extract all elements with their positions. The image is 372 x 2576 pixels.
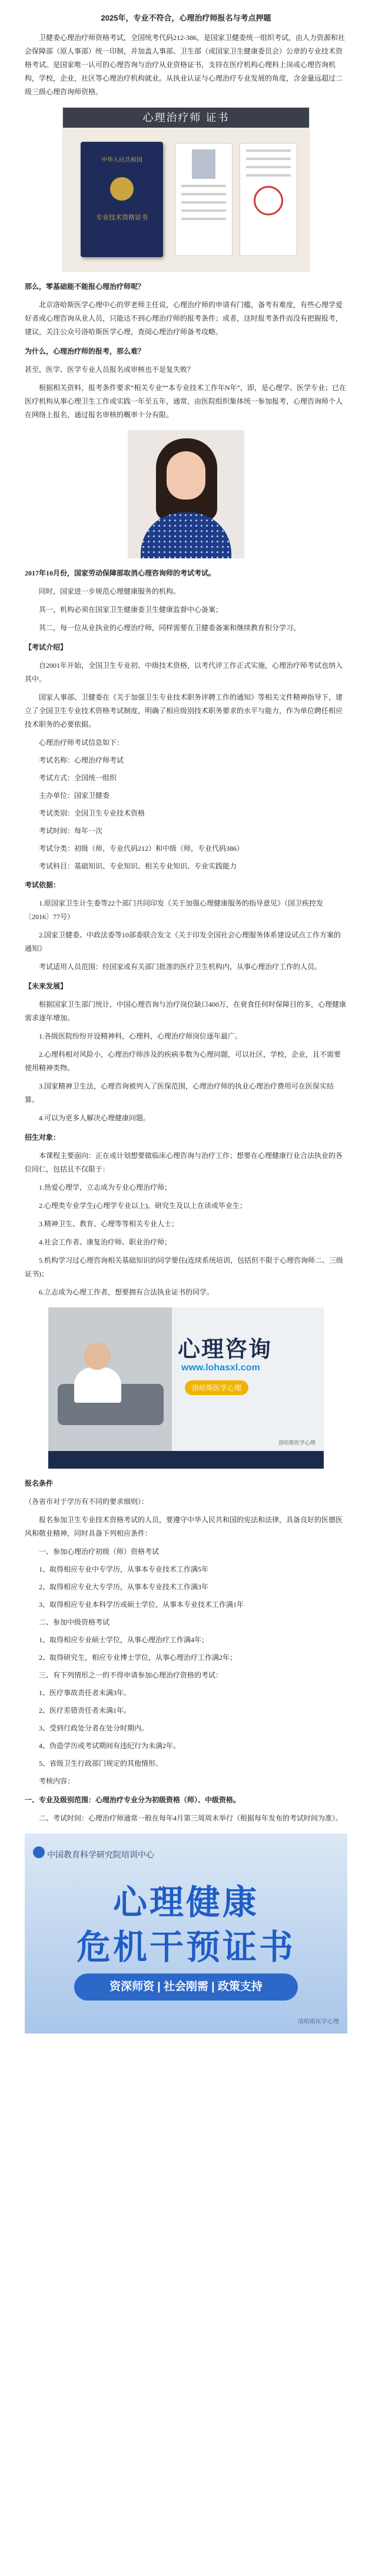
paragraph: 根据国家卫生部门统计，中国心理咨询与治疗岗位缺口400万，在衰食任何时保障目的多，心理健康需求逐年增加。 <box>25 1000 347 1022</box>
list-item: 考核内容： <box>39 1777 75 1785</box>
certificate-book-line1: 中华人民共和国 <box>101 157 142 164</box>
paragraph: 同时，国家进一步规范心理健康服务的机构。 <box>39 587 181 595</box>
list-item: 5、省级卫生行政部门规定的其他情形。 <box>39 1759 163 1768</box>
section-heading: 报名条件 <box>25 1479 54 1487</box>
list-item: 4.可以为更多人解决心理健康问题。 <box>39 1114 151 1122</box>
national-emblem-icon <box>110 177 134 201</box>
paragraph: 其二，每一位从业执业的心理治疗师，同样需要在卫健委备案和继续教育积分学习。 <box>39 624 301 632</box>
consulting-photo <box>48 1307 172 1469</box>
list-item: 1、取得相应专业硕士学位，从事心理治疗工作满4年； <box>39 1636 209 1644</box>
id-photo <box>192 149 215 179</box>
paragraph: 自2001年开始，全国卫生专业初、中级技术资格，以考代评工作正式实施，心理治疗师考试也纳入其中。 <box>25 661 343 683</box>
crisis-title-line2: 危机干预证书 <box>76 1928 295 1966</box>
list-item: 3.国家精神卫生法，心理咨询被列入了医保范围，心理治疗师的执业心理治疗费用可在医保实结算。 <box>25 1082 334 1104</box>
section-heading: 一、专业及级别范围：心理治疗专业分为初级资格（师）、中级资格。 <box>25 1796 241 1804</box>
paragraph: 2.国家卫健委、中政法委等10部委联合发文《关于印发全国社会心理服务体系建设试点工作方案的通知》 <box>25 931 341 953</box>
paragraph: 北京洛哈斯医学心理中心的罗老师主任说，心理治疗师的申请有门槛，备考有难度，有些心理学爱好者或心理咨询从业人员，只能达不到心理治疗师的报考条件；或者，这时报考条件而没有把握报考，建议，关注公众号洛哈斯医学心理，查阅心理治疗师备考攻略。 <box>25 301 343 336</box>
list-item: 一、参加心理治疗初级（师）资格考试 <box>39 1547 160 1556</box>
exam-info-item: 考试方式：全国统一组织 <box>39 774 117 782</box>
paragraph: 国家人事部、卫健委在《关于加强卫生专业技术职务评聘工作的通知》等相关文件精神指导下，建立了全国卫生专业技术资格考试制度，明确了相应级别技术职务要求的水平与能力，作为单位聘任相应技术职务的必要依据。 <box>25 693 343 728</box>
watermark: 洛哈斯医学心理 <box>298 2019 339 2025</box>
org-logo-icon <box>33 1846 45 1858</box>
list-item: 5.机构学习过心理咨询相关基础知识的同学要住(连续系统培训，包括但不限于心理咨询师二、三级证书)； <box>25 1256 343 1278</box>
paragraph: 1.原国家卫生计生委等22个部门共同印发《关于加强心理健康服务的指导意见》（国卫疾控发〔2016〕77号） <box>25 899 324 921</box>
exam-info-item: 考试时间：每年一次 <box>39 827 103 835</box>
paragraph: 报名参加卫生专业技术资格考试的人员，要遵守中华人民共和国的宪法和法律，具备良好的医德医风和敬业精神，同时具备下列相应条件： <box>25 1516 343 1537</box>
list-item: 二、参加中级资格考试 <box>39 1618 110 1626</box>
certificate-inner-page <box>240 143 297 256</box>
portrait-photo <box>128 430 244 558</box>
crisis-title-line1: 心理健康 <box>112 1883 259 1922</box>
consulting-tagline: 洛哈斯医学心理 <box>185 1380 248 1395</box>
section-heading: 2017年10月份，国家劳动保障部取消心理咨询师的考试考试。 <box>25 569 216 577</box>
section-heading: 为什么，心理治疗师的报考，那么难？ <box>25 347 145 355</box>
exam-info-item: 考试类别：全国卫生专业技术资格 <box>39 809 145 817</box>
exam-info-item: 考试科目：基础知识、专业知识、相关专业知识、专业实践能力 <box>39 862 237 870</box>
crisis-certificate-banner <box>25 1833 347 2033</box>
paragraph: 本课程主要面向：正在或计划想要做临床心理咨询与治疗工作；想要在心理健康行业合法执业的各位同仁，包括且不仅限于： <box>25 1151 343 1173</box>
list-item: 2、取得相应专业大专学历，从事本专业技术工作满3年 <box>39 1583 209 1591</box>
list-item: 3.精神卫生、教育、心理等等相关专业人士； <box>39 1220 179 1228</box>
list-item: 6.立志成为心理工作者，想要拥有合法执业证书的同学。 <box>39 1288 214 1296</box>
paragraph: 心理治疗师考试信息如下： <box>39 738 124 747</box>
consulting-logo: 心理咨询 <box>178 1337 273 1362</box>
official-seal-icon <box>254 186 283 215</box>
list-item: 4、伪造学历或考试期间有违纪行为未满2年。 <box>39 1742 181 1750</box>
section-heading: 那么，零基础能不能报心理治疗师呢？ <box>25 282 145 291</box>
list-item: 3、受到行政处分者在处分时期内。 <box>39 1724 149 1732</box>
consulting-banner-image <box>48 1307 324 1469</box>
certificate-inner-page <box>175 143 232 256</box>
watermark: 洛哈斯医学心理 <box>278 1440 315 1446</box>
certificate-book-line2: 专业技术资格证书 <box>96 214 148 221</box>
list-item: 2.心理科相对风险小，心理治疗师涉及的疾病多数为心理问题，可以社区，学校，企业，且不需要使用精神类物。 <box>25 1050 341 1072</box>
paragraph: 根据相关资料，报考条件要求“相关专业”“本专业技术工作年N年”，即，是心理学、医学专业；已在医疗机构从事心理卫生工作或实践一年至五年，通常，由医院组织集体统一参加报考，心理咨询师个人在网络上报名，通过报名审核的概率十分有限。 <box>25 384 346 419</box>
list-item: 1.各级医院纷纷开设精神科，心理科，心理治疗师岗位逐年最广。 <box>39 1032 243 1040</box>
certificate-book <box>81 142 163 257</box>
list-item: 1、取得相应专业中专学历，从事本专业技术工作满5年 <box>39 1565 209 1573</box>
exam-info-item: 考试分类：初级（师，专业代码212）和中级（师，专业代码386） <box>39 844 244 853</box>
article-title: 2025年，专业不符合，心理治疗师报名与考点押题 <box>101 14 271 22</box>
section-heading: 【考试介绍】 <box>25 643 68 651</box>
paragraph: （各省市对于学历有不同的要求细则）： <box>25 1497 149 1506</box>
consulting-website: www.lohasxl.com <box>181 1363 260 1373</box>
list-item: 2、取得研究生，相应专业博士学位，从事心理治疗工作满2年； <box>39 1653 237 1662</box>
exam-info-item: 主办单位：国家卫健委 <box>39 791 110 800</box>
paragraph: 卫健委心理治疗师资格考试，全国统考代码212-386，是国家卫健委统一组织考试，由人力资源和社会保障部（原人事部）统一印制，并加盖人事部、卫生部（或国家卫生健康委员会）公章的专业技术资格考试。是国家唯一认可的心理咨询与治疗从业资格证书，支持在医疗机构心理科上岗或心理咨询机构，学校，企业，社区等心理治疗机构就业。从执业认证与心理治疗专业发展的角度，含金量远超过二级三级心理咨询师资格。 <box>25 34 345 96</box>
section-heading: 招生对象： <box>25 1133 61 1141</box>
list-item: 3、取得相应专业本科学历或硕士学位，从事本专业技术工作满1年 <box>39 1600 244 1609</box>
crisis-org-name: 中国教育科学研究院培训中心 <box>47 1850 154 1859</box>
list-item: 1、医疗事故责任者未满3年。 <box>39 1689 131 1697</box>
list-item: 4.社会工作者、康复治疗师、职业治疗师； <box>39 1238 172 1246</box>
list-item: 三、有下列情形之一的不得申请参加心理治疗资格的考试： <box>39 1671 223 1679</box>
exam-info-item: 考试名称：心理治疗师考试 <box>39 756 124 764</box>
section-heading: 【未来发展】 <box>25 982 68 990</box>
certificate-banner: 心理治疗师 证书 <box>63 108 309 128</box>
section-heading: 考试依据： <box>25 881 61 889</box>
paragraph: 其一，机构必须在国家卫生健康委卫生健康监督中心备案； <box>39 605 223 614</box>
paragraph: 甚至，医学、医学专业人员报名或审核也不是复失败？ <box>25 365 195 374</box>
paragraph: 二、考试时间：心理治疗师通常一般在每年4月第三周周末举行（根据每年发布的考试时间为准）。 <box>39 1814 343 1822</box>
list-item: 1.热爱心理学，立志成为专业心理治疗师； <box>39 1183 172 1192</box>
list-item: 2、医疗差错责任者未满1年。 <box>39 1706 131 1715</box>
crisis-tagline: 资深师资 | 社会刚需 | 政策支持 <box>74 1973 298 2001</box>
paragraph: 考试适用人员范围：经国家或有关部门批准的医疗卫生机构内，从事心理治疗工作的人员。 <box>39 963 322 971</box>
list-item: 2.心理类专业学生(心理学专业以上)，研究生及以上在读或毕业生； <box>39 1202 247 1210</box>
certificate-image <box>62 107 310 272</box>
